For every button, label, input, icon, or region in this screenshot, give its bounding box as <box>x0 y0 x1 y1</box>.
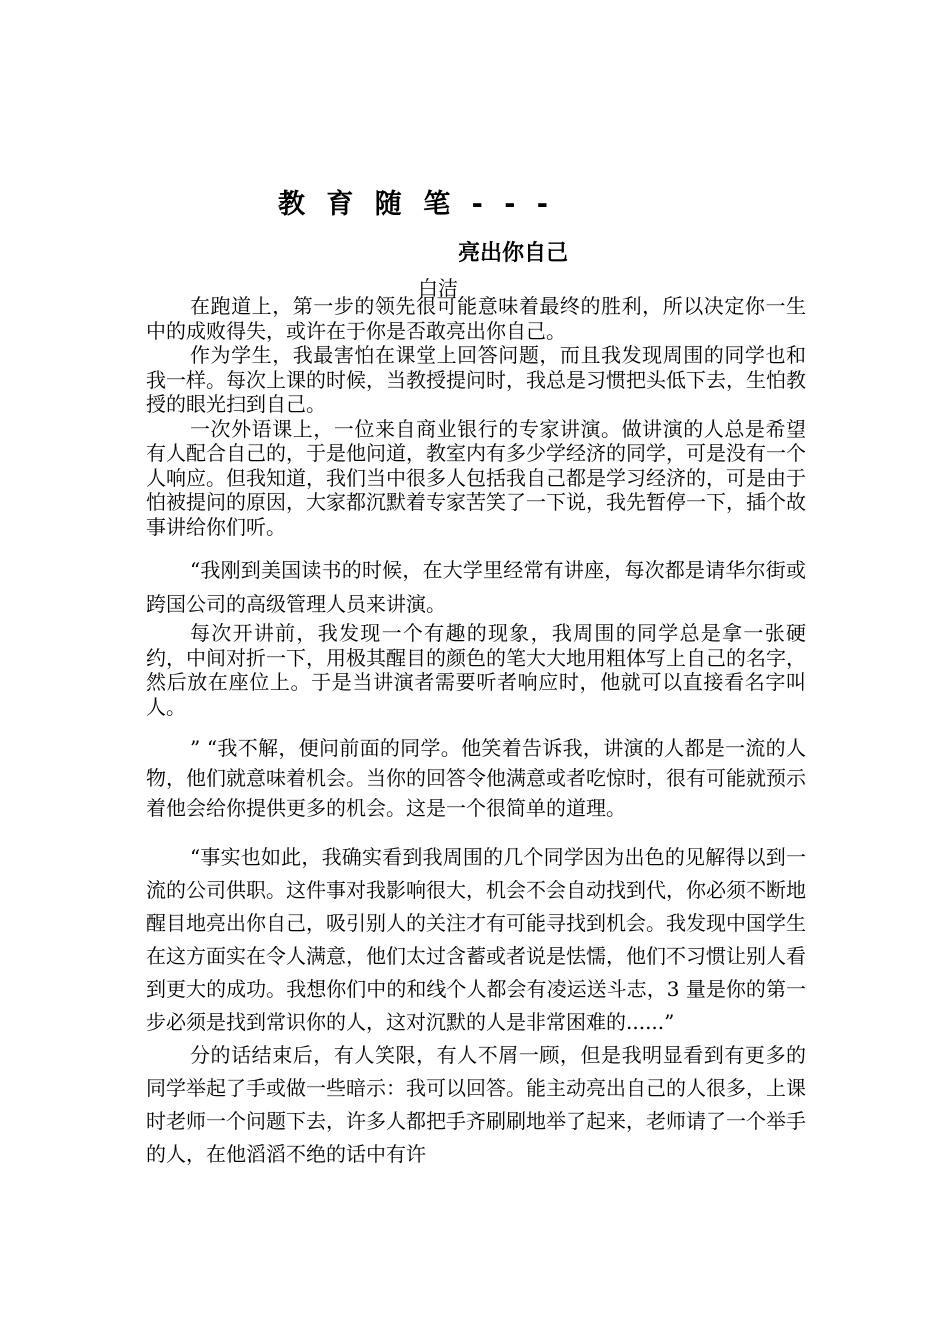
document-author: 白洁 <box>418 276 458 300</box>
paragraph: 一次外语课上，一位来自商业银行的专家讲演。做讲演的人总是希望有人配合自己的，于是他问道，教室内有多少学经济的同学，可是没有一个人响应。但我知道，我们当中很多人包括我自己都是学习经济的，可是由于怕被提问的原因，大家都沉默着专家苦笑了一下说，我先暂停一下，插个故事讲给你们听。 <box>146 416 806 539</box>
document-title: 教 育 随 笔 - - - <box>278 189 555 220</box>
document-subtitle: 亮出你自己 <box>458 241 569 266</box>
document-body <box>146 294 806 1171</box>
paragraph: ” “我不解，便问前面的同学。他笑着告诉我，讲演的人都是一流的人物，他们就意味着机会。当你的回答令他满意或者吃惊时，很有可能就预示着他会给你提供更多的机会。这是一个很简单的道理。 <box>146 736 806 820</box>
paragraph: “我刚到美国读书的时候，在大学里经常有讲座，每次都是请华尔街或跨国公司的高级管理人员来讲演。 <box>146 558 806 616</box>
paragraph: 每次开讲前，我发现一个有趣的现象，我周围的同学总是拿一张硬约，中间对折一下，用极其醒目的颜色的笔大大地用粗体写上自己的名字，然后放在座位上。于是当讲演者需要听者响应时，他就可以直接看名字叫人。 <box>146 621 806 719</box>
paragraph: 分的话结束后，有人笑限，有人不屑一顾，但是我明显看到有更多的同学举起了手或做一些暗示：我可以回答。能主动亮出自己的人很多，上课时老师一个问题下去，许多人都把手齐刷刷地举了起来，老师请了一个举手的人，在他滔滔不绝的话中有许 <box>146 1043 806 1166</box>
paragraph: “事实也如此，我确实看到我周围的几个同学因为出色的见解得以到一流的公司供职。这件事对我影响很大，机会不会自动找到代，你必须不断地醒目地亮出你自己，吸引别人的关注才有可能寻找到机会。我发现中国学生在这方面实在令人满意，他们太过含蓄或者说是怯懦，他们不习惯让别人看到更大的成功。我想你们中的和线个人都会有凌运送斗志，3 量是你的第一步必须是找到常识你的人，这对沉默的人是非常困难的......” <box>146 845 806 1034</box>
paragraph: 在跑道上，第一步的领先很可能意味着最终的胜利，所以决定你一生中的成败得失，或许在于你是否敢亮出你自己。 <box>146 294 806 343</box>
paragraph: 作为学生，我最害怕在课堂上回答问题，而且我发现周围的同学也和我一样。每次上课的时候，当教授提问时，我总是习惯把头低下去，生怕教授的眼光扫到自己。 <box>146 343 806 416</box>
